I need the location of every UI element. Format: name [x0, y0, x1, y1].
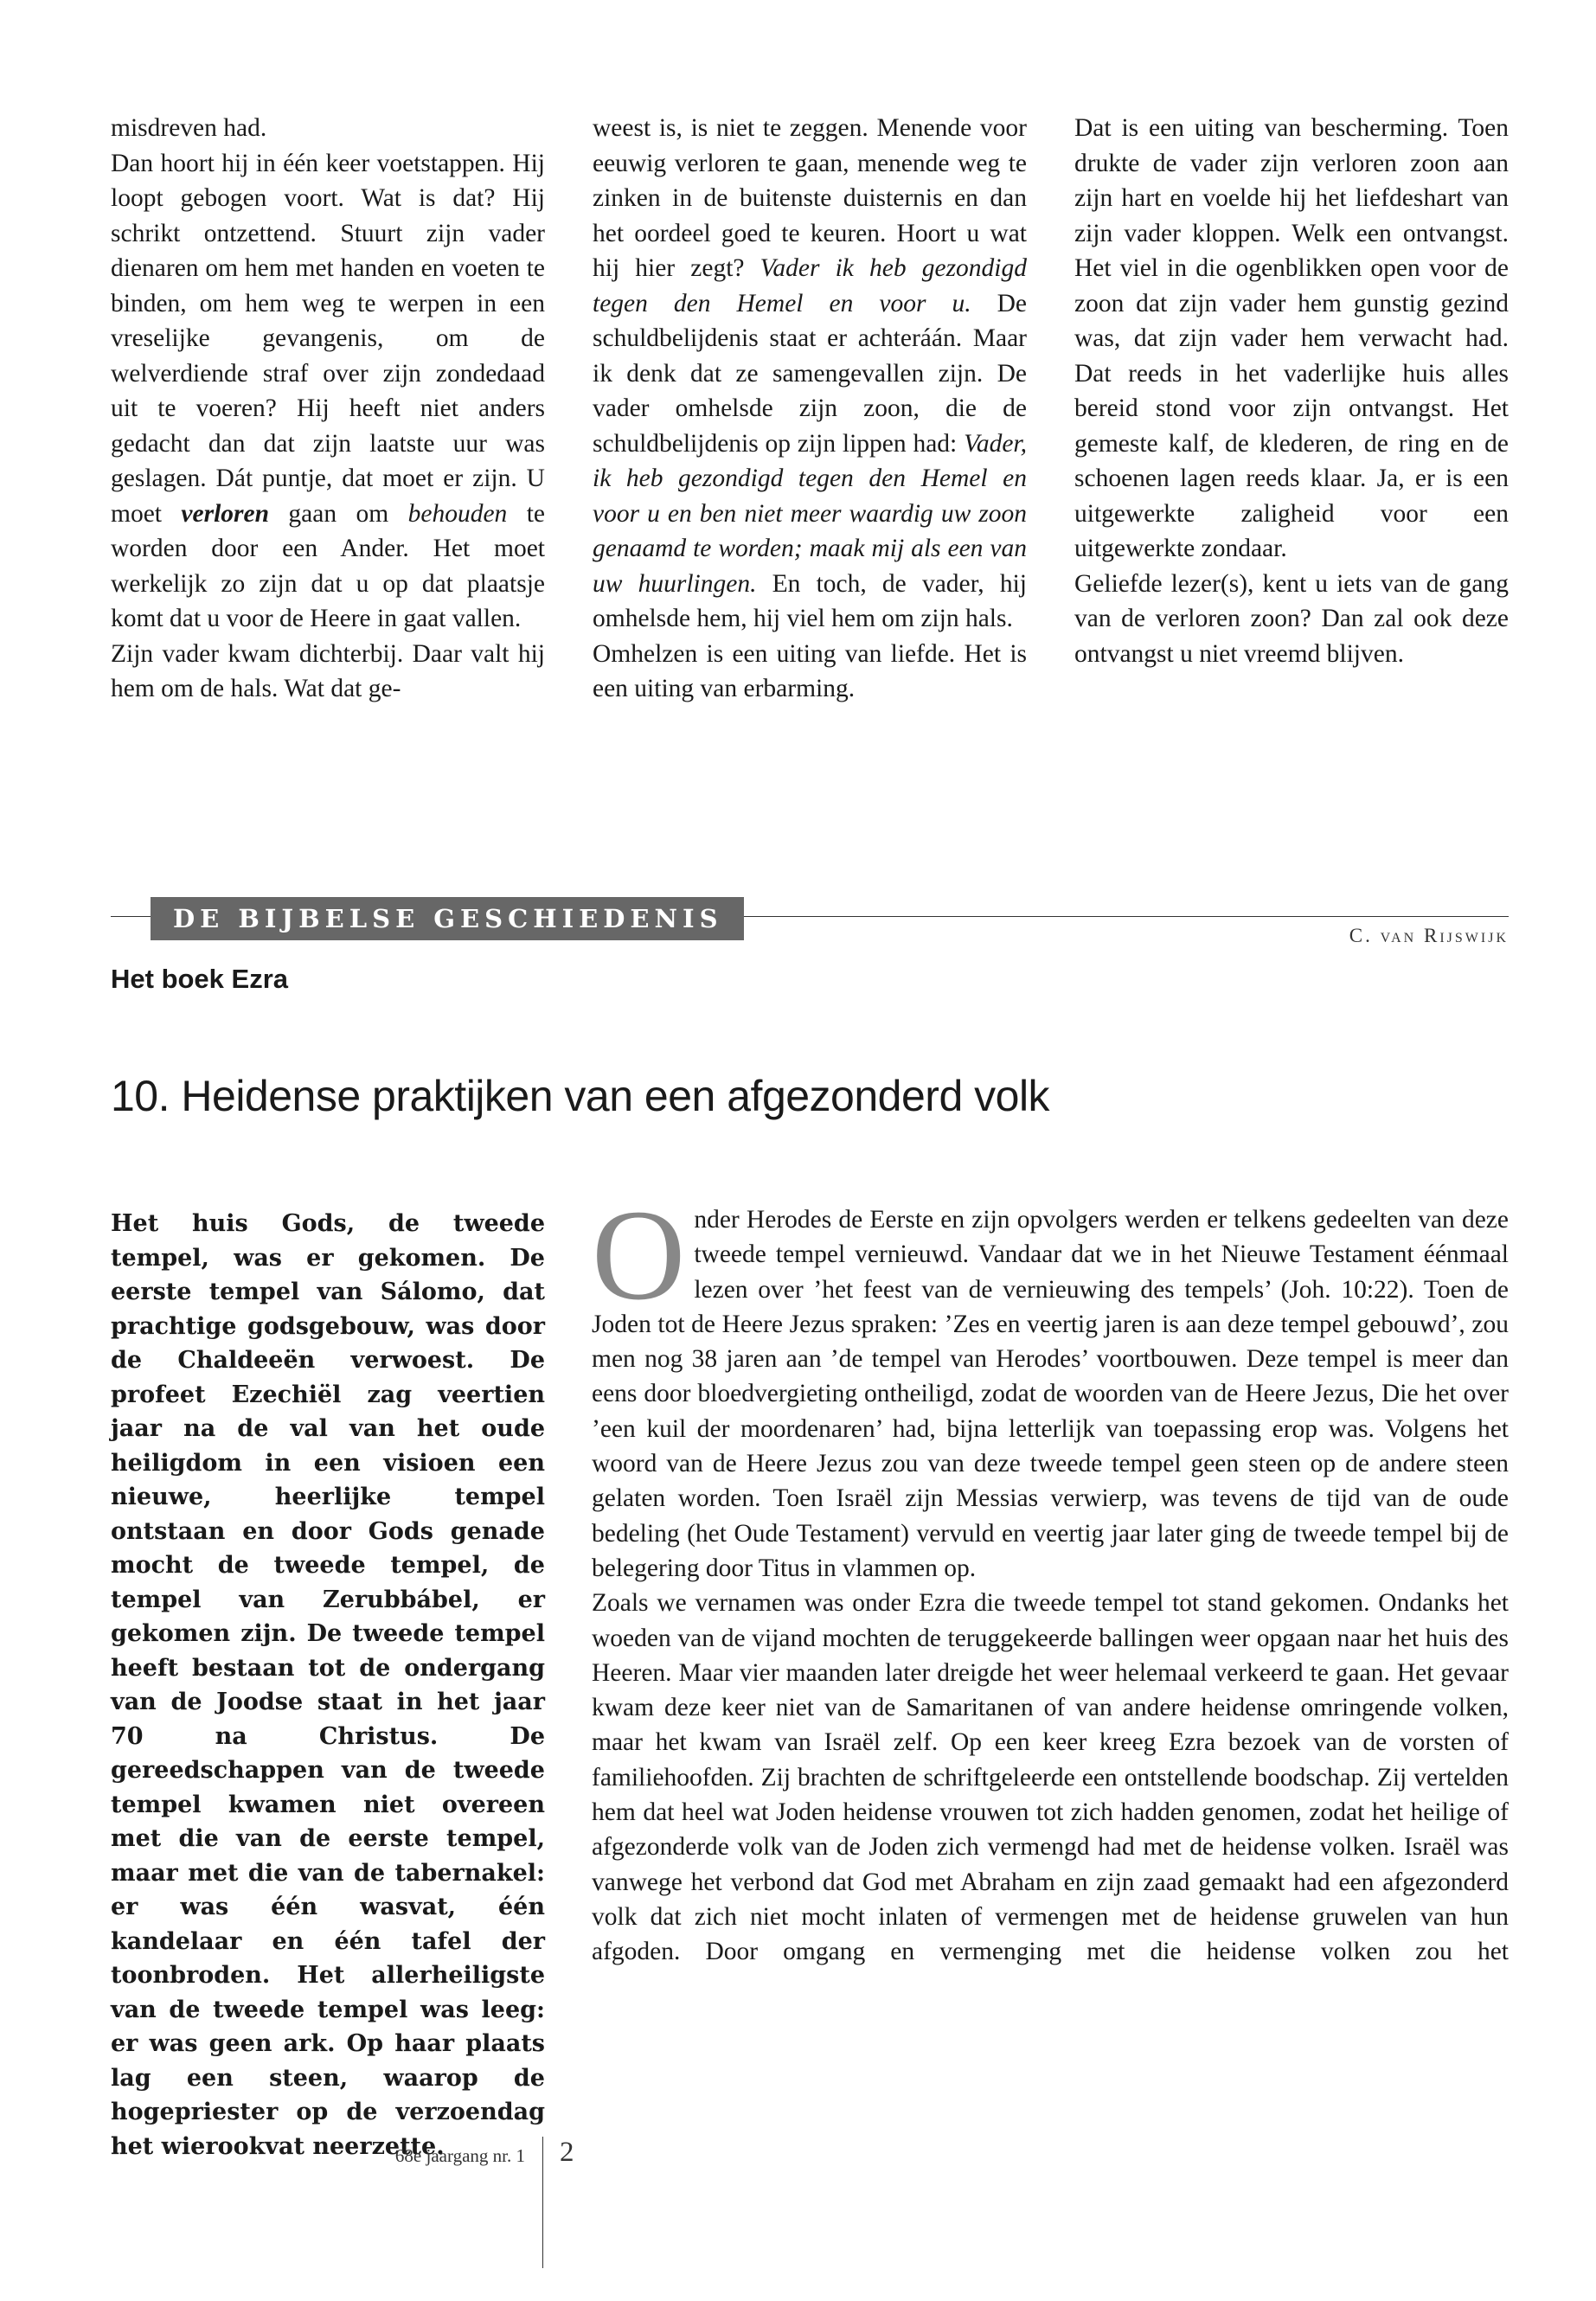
article-headline: 10. Heidense praktijken van een afgezonderd volk: [111, 1072, 1050, 1120]
drop-cap: O: [592, 1183, 686, 1327]
issue-info: 68e jaargang nr. 1: [394, 2145, 525, 2166]
body-paragraph-1: nder Herodes de Eerste en zijn opvolgers werden er telkens gedeelten van deze tweede tempel vernieuwd. Vandaar dat we in het Nieuwe Testament éénmaal lezen over ’het feest van de vernieuwing des tempels’ (Joh. 10:22). Toen de Joden tot de Heere Jezus spraken: ’Zes en veertig jaren is aan deze tempel gebouwd’, zou men nog 38 jaren aan ’de tempel van Herodes’ voortbouwen. Deze tempel is meer dan eens door bloedvergieting ontheiligd, zodat de woorden van de Heere Jezus, Die het over ’een kuil der moordenaren’ had, bijna letterlijk van toepassing erop was. Volgens het woord van de Heere Jezus zou van deze tweede tempel geen steen op de andere steen gelaten worden. Toen Israël zijn Messias verwierp, was tevens de tijd van de oude bedeling (het Oude Testament) vervuld en veertig jaar later ging de tweede tempel bij de belegering door Titus in vlammen op.: [592, 1206, 1509, 1582]
col2-text-b: De schuldbelijdenis staat er achteráán. Maar ik denk dat ze samengevallen zijn. De vader omhelsde zijn zoon, die de schuldbelijdenis op zijn lippen had:: [593, 289, 1027, 458]
section-rule-right: [744, 916, 1509, 917]
section-rule-left: [111, 916, 151, 917]
top-column-3: [1074, 111, 1509, 671]
col1-paragraph-1: misdreven had.: [111, 114, 267, 142]
col2-text-c: En toch, de vader, hij omhelsde hem, hij viel hem om zijn hals.: [593, 569, 1027, 632]
section-label: DE BIJBELSE GESCHIEDENIS: [151, 897, 744, 940]
author-name: C. van Rijswijk: [1349, 925, 1509, 946]
col2-quote-2: Vader, ik heb gezondigd tegen den Hemel en voor u en ben niet meer waardig uw zoon genaamd te worden; maak mij als een van uw huurlingen.: [593, 429, 1027, 598]
col1-text-c: te worden door een Ander. Het moet werkelijk zo zijn dat u op dat plaatsje komt dat u voor de Heere in gaat vallen.: [111, 499, 545, 632]
col1-text-b: gaan om: [269, 499, 408, 528]
col1-text-a: Dan hoort hij in één keer voetstappen. Hij loopt gebogen voort. Wat is dat? Hij schrikt ontzettend. Stuurt zijn vader dienaren om hem met handen en voeten te binden, om hem weg te werpen in een vreselijke gevangenis, om de welverdiende straf over zijn zondedaad uit te voeren? Hij heeft niet anders gedacht dan dat zijn laatste uur was geslagen. Dát puntje, dat moet er zijn. U moet: [111, 149, 545, 528]
col3-paragraph-2: Geliefde lezer(s), kent u iets van de gang van de verloren zoon? Dan zal ook deze ontvangst u niet vreemd blijven.: [1074, 569, 1509, 668]
col2-paragraph-2: Omhelzen is een uiting van liefde. Het is een uiting van erbarming.: [593, 639, 1027, 702]
body-column: [592, 1183, 1509, 1970]
page-number: 2: [560, 2137, 574, 2168]
col2-text-a: weest is, is niet te zeggen. Menende voor eeuwig verloren te gaan, menende weg te zinken in de buitenste duisternis en dan het oordeel goed te keuren. Hoort u wat hij hier zegt?: [593, 114, 1027, 282]
col2-paragraph-1: [593, 111, 1027, 637]
col1-emphasis-verloren: verloren: [181, 499, 269, 528]
top-column-2: [593, 111, 1027, 707]
top-column-1: [111, 111, 545, 707]
col1-emphasis-behouden: behouden: [407, 499, 508, 528]
col2-quote-1: Vader ik heb gezondigd tegen den Hemel en voor u.: [593, 254, 1027, 317]
col3-paragraph-1: Dat is een uiting van bescherming. Toen drukte de vader zijn verloren zoon aan zijn hart en voelde hij het liefdeshart van zijn vader kloppen. Welk een ontvangst. Het viel in die ogenblikken open voor de zoon dat zijn vader hem gunstig gezind was, dat zijn vader hem verwacht had. Dat reeds in het vaderlijke huis alles bereid stond voor zijn ontvangst. Het gemeste kalf, de klederen, de ring en de schoenen lagen reeds klaar. Ja, er is een uitgewerkte zaligheid voor een uitgewerkte zondaar.: [1074, 114, 1509, 562]
body-paragraph-2: Zoals we vernamen was onder Ezra die tweede tempel tot stand gekomen. Ondanks het woeden van de vijand mochten de teruggekeerde ballingen weer opgaan naar het huis des Heeren. Maar vier maanden later dreigde het weer helemaal verkeerd te gaan. Het gevaar kwam deze keer niet van de Samaritanen of van andere heidense omringende volken, maar het kwam van Israël zelf. Op een keer kreeg Ezra bezoek van de vorsten of familiehoofden. Zij brachten de schriftgeleerde een ontstellende boodschap. Zij vertelden hem dat heel wat Joden heidense vrouwen tot zich hadden genomen, zodat het heilige of afgezonderde volk van de Joden zich vermengd had met de heidense volken. Israël was vanwege het verbond dat God met Abraham en zijn zaad gemaakt had een afgezonderd volk dat zich niet mocht inlaten of vermengen met de heidense gruwelen van hun afgoden. Door omgang en vermenging met die heidense volken zou het: [592, 1589, 1509, 1966]
footer-divider: [542, 2137, 543, 2268]
intro-paragraph: Het huis Gods, de tweede tempel, was er gekomen. De eerste tempel van Sálomo, dat prachtige godsgebouw, was door de Chaldeeën verwoest. De profeet Ezechiël zag veertien jaar na de val van het oude heiligdom in een visioen een nieuwe, heerlijke tempel ontstaan en door Gods genade mocht de tweede tempel, de tempel van Zerubbábel, er gekomen zijn. De tweede tempel heeft bestaan tot de ondergang van de Joodse staat in het jaar 70 na Christus. De gereedschappen van de tweede tempel kwamen niet overeen met die van de eerste tempel, maar met die van de tabernakel: er was één wasvat, één kandelaar en één tafel der toonbroden. Het allerheiligste van de tweede tempel was leeg: er was geen ark. Op haar plaats lag een steen, waarop de hogepriester op de verzoendag het wierookvat neerzette.: [111, 1210, 545, 2160]
col1-paragraph-3: Zijn vader kwam dichterbij. Daar valt hij hem om de hals. Wat dat ge-: [111, 639, 545, 702]
book-title: Het boek Ezra: [111, 964, 289, 994]
intro-column: [111, 1207, 545, 2163]
col1-paragraph-2: [111, 146, 545, 637]
